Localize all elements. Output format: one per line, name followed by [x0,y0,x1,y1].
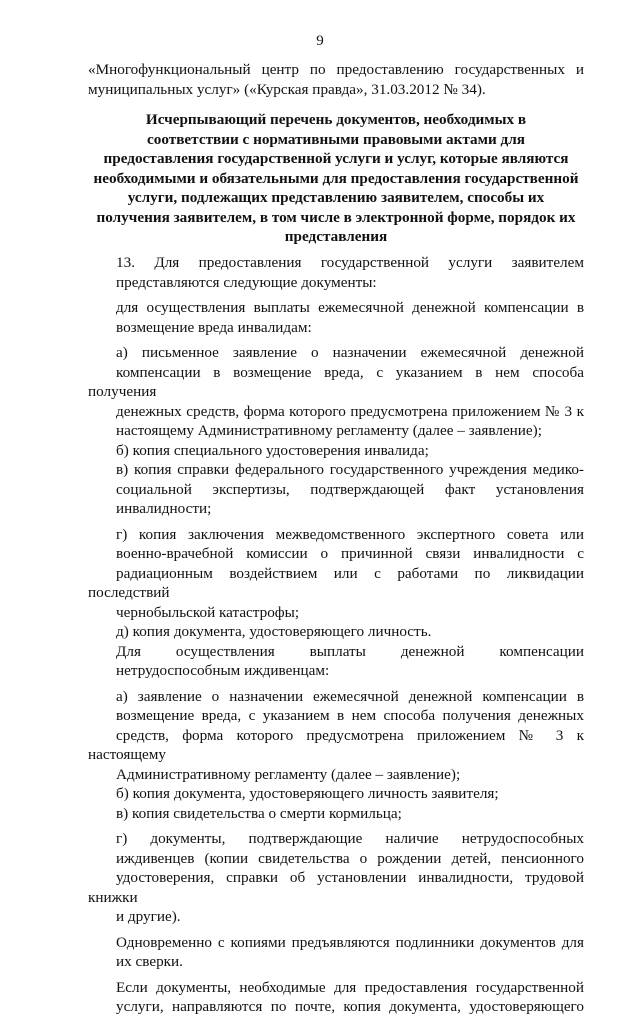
text-line: услуги, направляются по почте, копия документа, удостоверяющего [116,998,584,1015]
text-line: радиационным воздействием или с работами по ликвидации последствий [88,564,584,601]
text-line: возмещение вреда, с указанием в нем способа получения денежных [116,707,584,724]
text-line: 13. Для предоставления государственной услуги заявителем [116,254,584,271]
text-line: военно-врачебной комиссии о причинной связи инвалидности с [116,545,584,562]
text-line: муниципальных услуг» («Курская правда», 31.03.2012 № 34). [88,80,486,98]
text-line: б) копия документа, удостоверяющего личность заявителя; [116,785,499,802]
text-line: Если документы, необходимые для предоставления государственной [116,978,584,996]
text-line: возмещение вреда инвалидам: [116,318,312,336]
page-number: 9 [316,33,324,49]
text-line: нетрудоспособным иждивенцам: [116,662,330,679]
paragraph-originals [88,933,584,972]
text-line: иждивенцев (копии свидетельства о рождении детей, пенсионного [116,849,584,867]
list-item-v [88,460,584,519]
text-line: а) заявление о назначении ежемесячной денежной компенсации в [116,687,584,705]
text-line: для осуществления выплаты ежемесячной денежной компенсации в [116,299,584,316]
text-line: и другие). [116,908,181,925]
heading-line: Исчерпывающий перечень документов, необходимых в [145,111,527,128]
dependents-item-b [88,784,584,804]
paragraph-13 [88,253,584,292]
text-line: социальной экспертизы, подтверждающей факт установления [116,480,584,498]
text-line: компенсации в возмещение вреда, с указанием в нем способа получения [88,363,584,400]
text-line: Одновременно с копиями предъявляются подлинники документов для [116,933,584,951]
text-line: инвалидности; [116,500,212,517]
heading-line: необходимыми и обязательными для предоставления государственной [93,169,579,187]
text-line: в) копия справки федерального государственного учреждения медико- [116,461,584,478]
list-item-b [88,441,584,461]
list-item-d [88,622,584,642]
list-item-g [88,525,584,623]
text-line: настоящему Административному регламенту (далее – заявление); [116,422,542,439]
paragraph-dependents-intro [88,642,584,681]
heading-line: предоставления государственной услуги и услуг, которые являются [103,150,569,167]
dependents-item-v [88,804,584,824]
heading-line: получения заявителем, в том числе в электронной форме, порядок их [96,208,576,226]
body-text [88,253,584,1017]
text-line: представляются следующие документы: [116,273,377,291]
dependents-item-g [88,829,584,927]
text-line: их сверки. [116,953,183,970]
text-line: чернобыльской катастрофы; [116,603,300,621]
intro-paragraph [88,60,584,99]
text-line: а) письменное заявление о назначении ежемесячной денежной [116,344,584,361]
list-item-a [88,343,584,441]
paragraph-mail [88,978,584,1017]
text-line: г) документы, подтверждающие наличие нетрудоспособных [116,830,584,847]
text-line: б) копия специального удостоверения инвалида; [116,441,429,459]
text-line: денежных средств, форма которого предусмотрена приложением № 3 к [116,402,584,420]
text-line: «Многофункциональный центр по предоставлению государственных и [88,61,584,78]
text-line: средств, форма которого предусмотрена приложением № 3 к настоящему [88,726,584,763]
text-line: Для осуществления выплаты денежной компенсации [116,642,584,660]
text-line: в) копия свидетельства о смерти кормильца; [116,804,402,822]
heading-line: представления [284,228,388,245]
text-line: г) копия заключения межведомственного экспертного совета или [116,525,584,543]
paragraph-invalid-intro [88,298,584,337]
section-heading [88,110,584,247]
text-line: д) копия документа, удостоверяющего личность. [116,623,432,640]
text-line: Административному регламенту (далее – заявление); [116,765,461,783]
text-line: удостоверения, справки об установлении инвалидности, трудовой книжки [88,869,584,906]
heading-line: услуги, подлежащих представлению заявителем, способы их [127,189,545,206]
dependents-item-a [88,687,584,785]
heading-line: соответствии с нормативными правовыми актами для [147,130,525,148]
